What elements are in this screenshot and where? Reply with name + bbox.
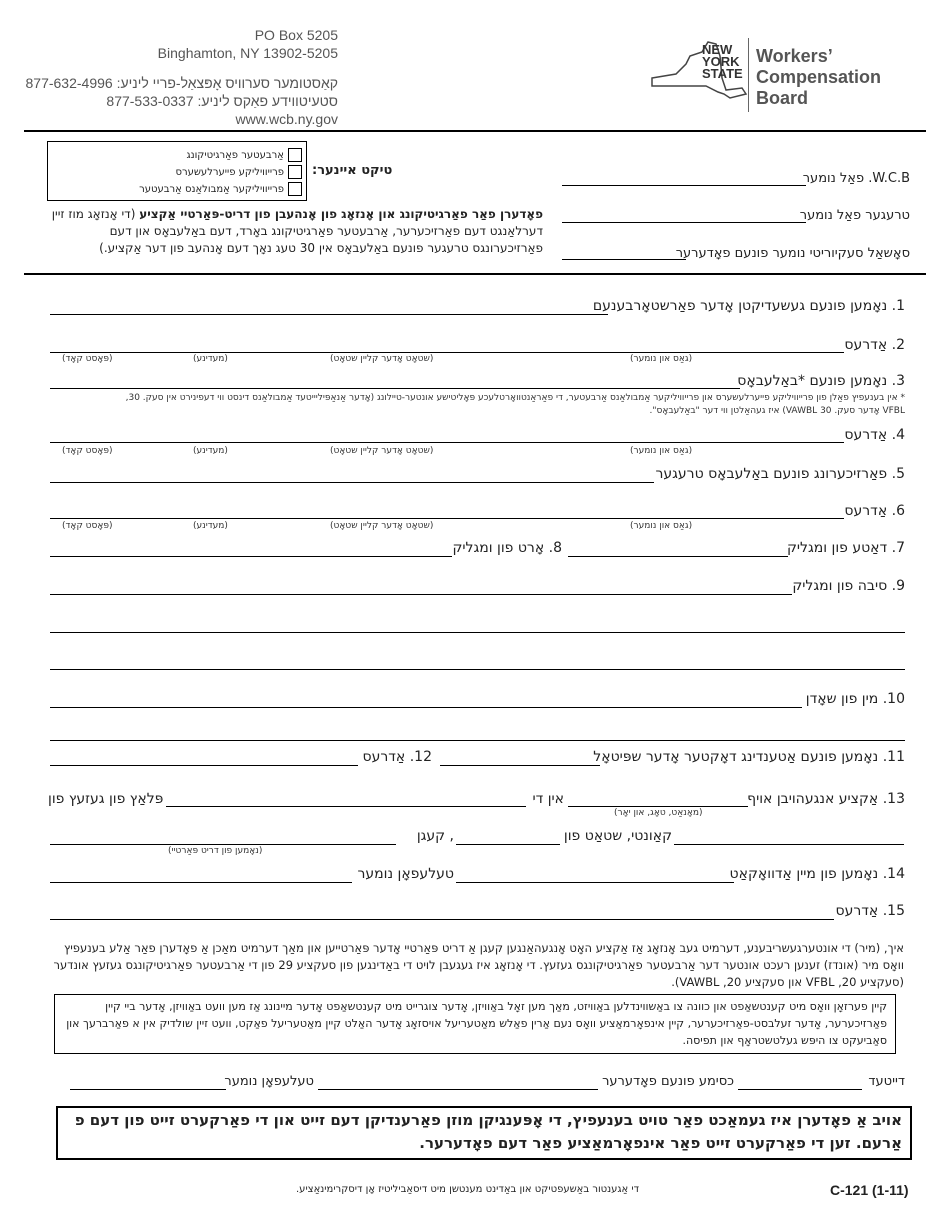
- field-9-line-3[interactable]: [50, 669, 905, 670]
- field-6-city-hint: (שטאָט אָדער קליין שטאָט): [330, 521, 434, 531]
- signature-phone-line[interactable]: [70, 1089, 226, 1090]
- field-14-phone-label: טעלעפאָן נומער: [357, 866, 454, 882]
- field-6-line[interactable]: [50, 518, 844, 519]
- field-10-label: 10. מין פון שאָדן: [805, 691, 905, 707]
- third-party-note: [47, 206, 543, 257]
- third-party-note-title: פאָדערן פאַר פאַרגיטיקונג און אָנזאָג פון אָנהעבן פון דריט-פּאַרטיי אַקציע: [139, 207, 543, 221]
- carrier-case-label: טרעגער פאַל נומער: [799, 208, 910, 223]
- carrier-case-line[interactable]: [562, 222, 806, 223]
- fraud-warning-text: קיין פערזאָן וואָס מיט קענטשאַפט און כוונה צו באַשווינדלען באַוויזט, מאַך מען זאָל באַוויזן, אָדער צוגרייט מיט קענטשאַפט אָדער מיינונג אַז מען וועט באַוויזן, אָדער ביי קיין פאַרזיכערער, אָדער זעלבסט-פאַרזיכערער, קיין אינפאָרמאַציע וואָס נעם אַרין פאַלש מאַטעריעל אויסזאָג אָדער האַלט קיין מאַטעריעל פאַקט, וועט זיין שולדיק אין א פאַרברעך און סאַביעקט צו היפּש געלטשטראָף און תפיסה.: [66, 1000, 887, 1047]
- field-6-state-hint: (מעדינע): [193, 521, 228, 531]
- logo-new: NEW: [702, 42, 733, 57]
- field-14-label: 14. נאָמען פון מיין אַדוואָקאַט: [729, 866, 905, 882]
- claim-type-box: [47, 141, 307, 201]
- option-volunteer-ambulance: פרייוויליקער אַמבולאַנס אַרבעטער: [139, 184, 284, 195]
- address-line-1: PO Box 5205: [254, 27, 338, 43]
- field-13-court-line[interactable]: [166, 806, 526, 807]
- address-line-2: Binghamton, NY 13902-5205: [157, 45, 338, 61]
- field-13-party-hint: (נאָמען פון דריט פּאַרטיי): [168, 846, 263, 856]
- section-rule: [24, 273, 926, 275]
- field-13-party-line[interactable]: [50, 844, 396, 845]
- logo-workers: Workers’: [756, 46, 833, 66]
- field-3-note-2: VFBL אָדער סעק. 30 VAWBL) איז געהאַלטן ווי דער "באַלעבאָס".: [649, 406, 905, 416]
- field-6-label: 6. אַדרעס: [844, 503, 905, 519]
- field-6-street-hint: (גאַס און נומער): [630, 521, 693, 531]
- field-10-line-1[interactable]: [50, 707, 802, 708]
- field-2-zip-hint: (פּאָסט קאָד): [62, 354, 113, 364]
- field-11-label: 11. נאָמען פונעם אַטענדינג דאָקטער אָדער שפּיטאָל: [593, 749, 905, 765]
- wcb-case-label: W.C.B. פאַל נומער: [802, 171, 910, 186]
- signature-phone-label: טעלעפאָן נומער: [224, 1074, 314, 1089]
- logo-state: STATE: [702, 66, 743, 81]
- field-13-date-hint: (מאָנאַט, טאָג, און יאָר): [614, 808, 703, 818]
- option-volunteer-firefighter: פרייוויליקע פייערלעשערס: [175, 167, 284, 178]
- field-13-date-line[interactable]: [568, 806, 748, 807]
- field-13-label: 13. אַקציע אנגעהויבן אויף: [747, 791, 905, 807]
- checkbox-volunteer-ambulance[interactable]: [288, 182, 302, 196]
- field-14-attorney-line[interactable]: [456, 882, 734, 883]
- logo-york: YORK: [702, 54, 740, 69]
- field-2-state-hint: (מעדינע): [193, 354, 228, 364]
- ssn-line[interactable]: [562, 259, 686, 260]
- field-4-label: 4. אַדרעס: [844, 427, 905, 443]
- claimant-signature-label: כסימע פונעם פאָדערער: [602, 1074, 734, 1089]
- field-2-label: 2. אַדרעס: [844, 337, 905, 353]
- contact-info: [26, 74, 339, 128]
- field-4-line[interactable]: [50, 442, 844, 443]
- field-5-line[interactable]: [50, 482, 654, 483]
- field-7-label: 7. דאַטע פון ומגליק: [786, 540, 905, 556]
- customer-service-phone: קאַסטומער סערוויס אָפּצאַל-פריי ליניע: 877-632-4996: [25, 75, 338, 91]
- third-party-note-text: (די אָנזאָג מוז זיין דערלאַנגט דעם פאַרזיכערער, אַרבעטער פאַרגיטיקונג באָרד, דעם באַלעבאָס און דעם פאַרזיכערונגס טרעגער פונעם באַלעבאָס אין 30 טעג נאָך דעם אָנהעב פון דער אַקציע.): [51, 207, 543, 255]
- field-15-label: 15. אַדרעס: [835, 903, 905, 919]
- field-2-city-hint: (שטאָט אָדער קליין שטאָט): [330, 354, 434, 364]
- field-14-phone-line[interactable]: [50, 882, 352, 883]
- dated-line[interactable]: [738, 1089, 862, 1090]
- field-6-zip-hint: (פּאָסט קאָד): [62, 521, 113, 531]
- field-2-line[interactable]: [50, 352, 844, 353]
- field-3-line[interactable]: [50, 388, 740, 389]
- field-3-label: 3. נאָמען פונעם *באַלעבאָס: [737, 373, 905, 389]
- checkbox-title: טיקט איינער:: [312, 163, 393, 178]
- certification-text: איך, (מיר) די אונטערגעשריבענע, דערמיט געב אָנזאָג אַז אַקציע האָט אָנגעהאַנגען קעגן אַ דריט פּאַרטיי אָדער פּאַרטייען און מאַך דערמיט מאַכן אַ פאָדערן פאַר אַלע בענעפיץ וואָס מיר (אונדז) זענען רעכט אונטער דער אַרבעטער פאַרגיטיקונגס געזעץ. די אָנזאָג איז געגעבן לויט די באַדינגען פון סעקציע 29 פון די אַרבעטער פאַרגיטיקונגס געזעץ אונדער (סעקציע 20, VFBL און סעקציע 20, VAWBL).: [53, 941, 904, 989]
- field-12-label: 12. אַדרעס: [362, 749, 432, 765]
- field-4-street-hint: (גאַס און נומער): [630, 446, 693, 456]
- wcb-case-line[interactable]: [562, 185, 806, 186]
- option-worker-comp: אַרבעטער פאַרגיטיקונג: [186, 150, 284, 161]
- header-rule: [24, 130, 926, 132]
- field-1-line[interactable]: [50, 314, 608, 315]
- field-13-state-line[interactable]: [456, 844, 560, 845]
- wcb-logo: [646, 38, 898, 112]
- mailing-address: [158, 26, 338, 62]
- field-13-county-label: קאַונטי, שטאַט פון: [563, 828, 672, 844]
- field-3-note-1: * אין בענעפיץ פאַלן פון פרייוויליקע פייערלעשערס און פרייוויליקער אַמבולאַנס אַרבעטער, די פאַראַנטוואָרטלעכע פּאָליטישע אונטער-טיילונג (אָדער אַנאַפּיליייטעד אַמבולאַנס דינסט ווי דעפינירט אין סעק. 30,: [125, 393, 905, 403]
- ada-statement: די אַגענטור באַשעפטיקט און באַדינט מענטשן מיט דיסאַביליטיז אָן דיסקרימינאַציע.: [296, 1184, 640, 1195]
- field-8-line[interactable]: [50, 556, 452, 557]
- field-5-label: 5. פאַרזיכערונג פונעם באַלעבאָס טרעגער: [655, 466, 905, 482]
- field-13-county-line[interactable]: [674, 844, 904, 845]
- claimant-signature-line[interactable]: [318, 1089, 598, 1090]
- field-9-line-2[interactable]: [50, 632, 905, 633]
- field-1-label: 1. נאָמען פונעם געשעדיקטן אָדער פאַרשטאָרבענעם: [592, 298, 905, 314]
- field-15-line[interactable]: [50, 919, 834, 920]
- field-13-court-of: פּלאַץ פון געזעץ פון: [48, 791, 164, 807]
- field-9-label: 9. סיבה פון ומגליק: [792, 578, 905, 594]
- field-8-label: 8. אָרט פון ומגליק: [452, 540, 562, 556]
- logo-board: Board: [756, 88, 809, 108]
- field-12-line[interactable]: [50, 765, 358, 766]
- field-11-line[interactable]: [440, 765, 600, 766]
- field-9-line-1[interactable]: [50, 594, 792, 595]
- field-10-line-2[interactable]: [50, 740, 905, 741]
- checkbox-worker-comp[interactable]: [288, 148, 302, 162]
- field-13-in-the: אין די: [532, 791, 564, 807]
- dated-label: דייטעד: [868, 1074, 905, 1089]
- death-benefits-notice: [56, 1106, 912, 1160]
- checkbox-volunteer-firefighter[interactable]: [288, 165, 302, 179]
- field-4-city-hint: (שטאָט אָדער קליין שטאָט): [330, 446, 434, 456]
- field-2-street-hint: (גאַס און נומער): [630, 354, 693, 364]
- form-id: C-121 (1-11): [830, 1182, 909, 1198]
- logo-compensation: Compensation: [756, 67, 882, 87]
- field-4-state-hint: (מעדינע): [193, 446, 228, 456]
- fraud-warning-box: [54, 994, 896, 1054]
- website-link[interactable]: www.wcb.ny.gov: [235, 111, 338, 127]
- ssn-label: סאָשאַל סעקיוריטי נומער פונעם פאָדערער: [675, 246, 910, 261]
- field-4-zip-hint: (פּאָסט קאָד): [62, 446, 113, 456]
- notice-line-2: אַרעם. זען די פאַרקערט זייט פאַר אינפאָרמאַציע פאַר דעם פאָדערער.: [419, 1134, 902, 1152]
- field-13-against: , קעגן: [416, 828, 454, 844]
- logo-divider: [748, 38, 749, 112]
- notice-line-1: אויב אַ פאָדערן איז געמאַכט פאַר טויט בענעפיץ, די אָפּענגיקן מוזן פאַרענדיקן דעם זייט און די פאַרקערט זייט פון דעם פ: [74, 1111, 902, 1129]
- fax-line: סטעיטווידע פאַקס ליניע: 877-533-0337: [106, 93, 338, 109]
- field-7-line[interactable]: [568, 556, 788, 557]
